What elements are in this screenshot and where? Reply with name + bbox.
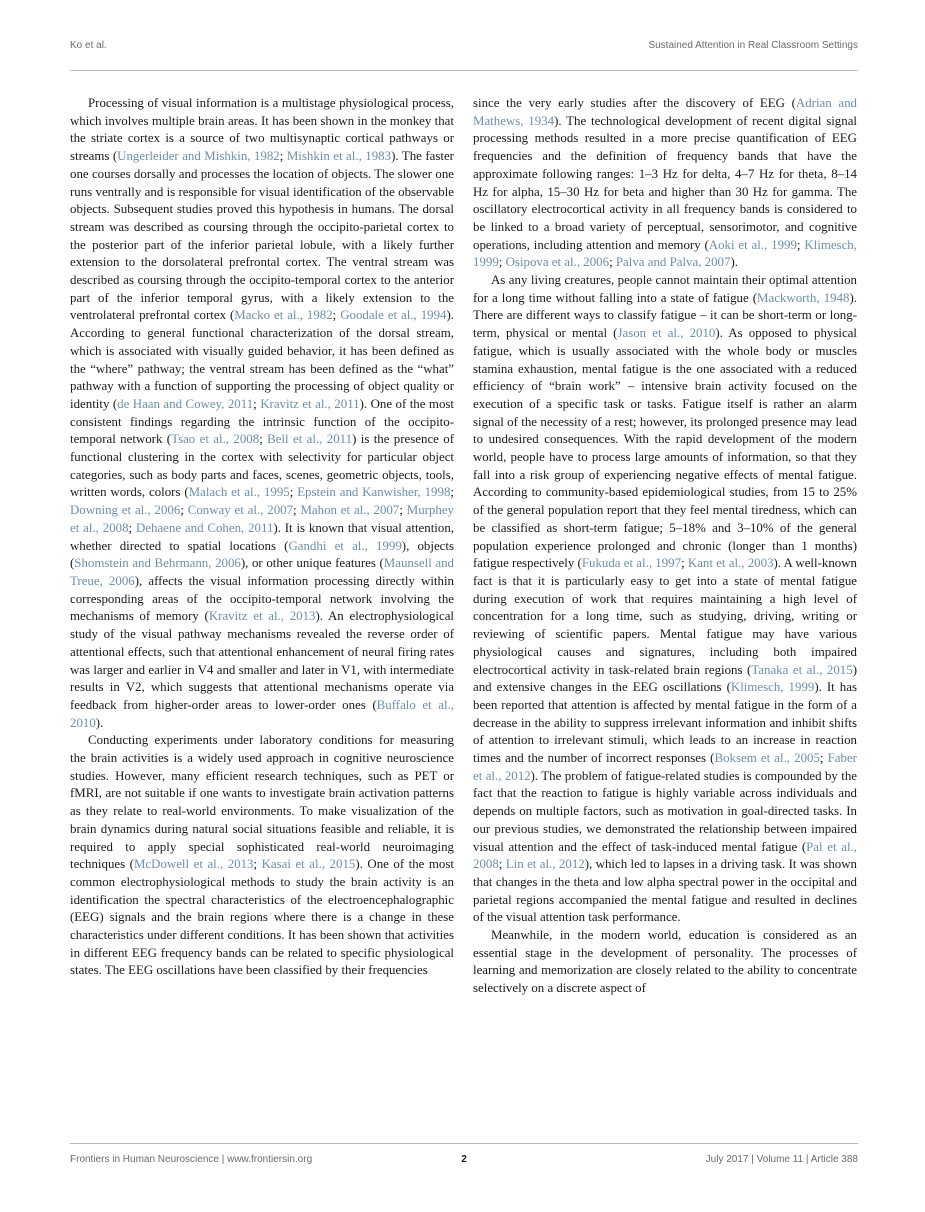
- paragraph-mental-fatigue: [473, 272, 857, 927]
- text-run: ). There are different ways to classify fatigue – it can be short-term or long-term, physical or mental (: [473, 290, 857, 341]
- text-run: As any living creatures, people cannot maintain their optimal attention for a long time without falling into a state of fatigue (: [473, 273, 857, 305]
- text-run: ). One of the most consistent findings regarding the intrinsic function of the occipito-temporal network (: [70, 396, 454, 447]
- citation-link[interactable]: Conway et al., 2007: [187, 503, 294, 518]
- text-run: ;: [293, 503, 301, 518]
- citation-link[interactable]: Tanaka et al., 2015: [751, 662, 853, 677]
- citation-link[interactable]: Goodale et al., 1994: [340, 308, 447, 323]
- citation-link[interactable]: Ungerleider and Mishkin, 1982: [117, 149, 280, 164]
- text-run: ;: [498, 255, 506, 270]
- citation-link[interactable]: Bell et al., 2011: [267, 432, 353, 447]
- citation-link[interactable]: Maunsell and Treue, 2006: [70, 556, 454, 588]
- citation-link[interactable]: Mahon et al., 2007: [300, 503, 400, 518]
- paragraph-eeg-bands: [473, 95, 857, 272]
- text-run: ;: [450, 485, 454, 500]
- citation-link[interactable]: Lin et al., 2012: [505, 857, 585, 872]
- citation-link[interactable]: Jason et al., 2010: [617, 326, 716, 341]
- citation-link[interactable]: Palva and Palva, 2007: [615, 255, 731, 270]
- citation-link[interactable]: Faber et al., 2012: [473, 751, 857, 783]
- citation-link[interactable]: Aoki et al., 1999: [708, 237, 797, 252]
- citation-link[interactable]: Kasai et al., 2015: [261, 857, 356, 872]
- text-run: ), objects (: [70, 538, 454, 571]
- citation-link[interactable]: Mishkin et al., 1983: [286, 149, 392, 164]
- text-run: Conducting experiments under laboratory conditions for measuring the brain activities is a widely used approach in cognitive neuroscience studies. However, many efficient research techniques, such as PET or fMRI, are not suitable if one wants to investigate brain activation patterns as they relate to real-world environments. To make visualization of the brain dynamics during natural social situations feasible and reliable, it is required to apply special sophisticated real-world neuroimaging techniques (: [70, 733, 454, 872]
- citation-link[interactable]: Boksem et al., 2005: [714, 751, 820, 766]
- text-run: ;: [289, 485, 298, 500]
- text-run: ;: [498, 857, 506, 872]
- text-run: ). According to general functional characterization of the dorsal stream, which is associated with visually guided behavior, it has been defined as the “where” pathway; the ventral stream has been defined as the “what” pathway with a function of supporting the processing of object quality or identity (: [70, 308, 454, 411]
- citation-link[interactable]: Dehaene and Cohen, 2011: [135, 520, 274, 535]
- citation-link[interactable]: Buffalo et al., 2010: [70, 697, 454, 730]
- paragraph-education: [473, 927, 857, 998]
- text-run: ). An electrophysiological study of the visual pathway mechanisms revealed the reverse order of attentional effects, such that attentional enhancement of neural firing rates was larger and earlier in V4 and smaller and later in V1, with intermediate results in V2, which suggests that attentional mechanisms operate via feedback from higher-order areas to lower-order ones (: [70, 609, 454, 712]
- text-run: Meanwhile, in the modern world, education is considered as an essential stage in the development of personality. The processes of learning and memorization are closely related to the ability to concentrate selectively on a discrete aspect of: [473, 928, 857, 996]
- text-run: since the very early studies after the discovery of EEG (: [473, 96, 796, 110]
- text-run: ;: [279, 149, 287, 164]
- citation-link[interactable]: McDowell et al., 2013: [133, 857, 254, 872]
- text-run: ). It is known that visual attention, whether directed to spatial locations (: [70, 520, 454, 553]
- citation-link[interactable]: Fukuda et al., 1997: [581, 556, 682, 571]
- text-run: ;: [819, 751, 828, 766]
- citation-link[interactable]: Klimesch, 1999: [730, 680, 815, 695]
- running-header: [70, 40, 858, 56]
- text-run: ). A well-known fact is that it is particularly easy to get into a state of mental fatigue during execution of work that requires maintaining a high level of concentration for a long time, such as studying, driving, writing or reviewing of scientific papers. Mental fatigue may have various physiological causes and signatures, including both impaired electrocortical activity in task-related brain regions (: [473, 556, 857, 677]
- footer-journal[interactable]: Frontiers in Human Neuroscience | www.frontiersin.org: [70, 1154, 313, 1165]
- text-run: ), affects the visual information processing directly within corresponding areas of the occipito-temporal network involving the mechanisms of memory (: [70, 573, 454, 624]
- text-run: ) is the presence of functional clustering in the cortex with selectivity for particular object categories, such as body parts and faces, scenes, geometric objects, tools, written words, colors (: [70, 432, 454, 500]
- text-run: ;: [253, 857, 262, 872]
- citation-link[interactable]: Pal et al., 2008: [473, 839, 857, 872]
- page-footer: [70, 1154, 858, 1170]
- citation-link[interactable]: Shomstein and Behrmann, 2006: [74, 556, 241, 571]
- text-run: ). The technological development of recent digital signal processing methods resulted in a more precise quantification of EEG frequencies and the definition of frequency bands that have the approximate following ranges: 1–3 Hz for delta, 4–7 Hz for theta, 8–14 Hz for alpha, 15–30 Hz for beta and higher than 30 Hz for gamma. The oscillatory electrocortical activity in all frequency bands is considered to be linked to a broad variety of perceptual, sensorimotor, and cognitive operations, including attention and memory (: [473, 113, 857, 252]
- text-run: ;: [128, 520, 136, 535]
- text-run: ;: [609, 255, 616, 270]
- citation-link[interactable]: Macko et al., 1982: [234, 308, 333, 323]
- text-run: ;: [259, 432, 268, 447]
- text-run: ). The problem of fatigue-related studies is compounded by the fact that the reaction to fatigue is highly variable across individuals and depends on multiple factors, such as motivation in goal-directed tasks. In our previous studies, we demonstrated the relationship between impaired visual attention and the effect of task-induced mental fatigue (: [473, 768, 857, 854]
- citation-link[interactable]: Tsao et al., 2008: [171, 432, 260, 447]
- footer-divider: [70, 1143, 858, 1144]
- citation-link[interactable]: Kravitz et al., 2011: [260, 396, 360, 411]
- left-column: [70, 95, 454, 1125]
- text-run: ), which led to lapses in a driving task. It was shown that changes in the theta and low alpha spectral power in the occipital and parietal regions accompanied the mental fatigue and resulted in declines of the visual attention task performance.: [473, 857, 857, 925]
- citation-link[interactable]: Murphey et al., 2008: [70, 503, 454, 535]
- text-run: ). One of the most common electrophysiological methods to study the brain activity is an identification the spectral characteristics of the electroencephalographic (EEG) signals and the brain regions where there is a change in these characteristics under different conditions. It has been shown that activities in different EEG frequency bands can be related to specific physiological states. The EEG oscillations have been classified by their frequencies: [70, 857, 454, 978]
- citation-link[interactable]: Kravitz et al., 2013: [208, 609, 316, 624]
- footer-issue: July 2017 | Volume 11 | Article 388: [705, 1154, 858, 1165]
- citation-link[interactable]: Mackworth, 1948: [757, 290, 850, 305]
- citation-link[interactable]: Osipova et al., 2006: [505, 255, 610, 270]
- text-run: ).: [730, 255, 738, 270]
- text-run: ). As opposed to physical fatigue, which is usually associated with the whole body or muscles stamina exhaustion, mental fatigue is the one associated with a reduced efficiency of “brain work” – intensive brain activity focused on the execution of a specific task or tasks. Fatigue itself is rather an alarm signal of the necessity of a rest; however, its prolonged presence may lead to undesired consequences. With the rapid development of the modern world, people have to process large amounts of information, so that they fall into a risk group of experiencing negative effects of mental fatigue. According to community-based epidemiological studies, from 15 to 25% of the general population report that they feel mental tiredness, which can be classified as short-term fatigue; 5–18% and 3–10% of the general population experience prolonged and chronic (longer than 1 months) fatigue respectively (: [473, 326, 857, 571]
- text-run: ) and extensive changes in the EEG oscillations (: [473, 662, 857, 695]
- page-number: 2: [461, 1154, 467, 1165]
- text-run: Processing of visual information is a multistage physiological process, which involves multiple brain areas. It has been shown in the monkey that the striate cortex is a source of two multisynaptic cortical pathways or streams (: [70, 96, 454, 164]
- paragraph-lab-experiments: [70, 732, 454, 980]
- citation-link[interactable]: Gandhi et al., 1999: [288, 538, 402, 553]
- citation-link[interactable]: de Haan and Cowey, 2011: [117, 396, 254, 411]
- citation-link[interactable]: Epstein and Kanwisher, 1998: [297, 485, 451, 500]
- text-run: ;: [253, 396, 261, 411]
- citation-link[interactable]: Kant et al., 2003: [687, 556, 774, 571]
- citation-link[interactable]: Downing et al., 2006: [70, 503, 181, 518]
- text-run: ).: [95, 715, 104, 730]
- citation-link[interactable]: Malach et al., 1995: [188, 485, 290, 500]
- text-run: ;: [796, 237, 805, 252]
- text-run: ;: [399, 503, 407, 518]
- text-run: ). The faster one courses dorsally and processes the location of objects. The slower one runs ventrally and is responsible for visual identification of the observable objects. Subsequent studies proved this hypothesis in humans. The dorsal stream was described as coursing through the occipito-parietal cortex to the posterior part of the inferior parietal lobule, with a likely further extension to the dorsolateral prefrontal cortex. The ventral stream was described as coursing through the occipito-temporal cortex to the anterior part of the inferior temporal gyrus, with a likely extension to the ventrolateral prefrontal cortex (: [70, 149, 454, 323]
- header-divider: [70, 70, 858, 71]
- text-run: ;: [332, 308, 341, 323]
- citation-link[interactable]: Klimesch, 1999: [473, 237, 857, 270]
- header-authors: Ko et al.: [70, 40, 107, 51]
- right-column: [473, 95, 857, 1125]
- header-running-title: Sustained Attention in Real Classroom Settings: [648, 40, 858, 51]
- citation-link[interactable]: Adrian and Mathews, 1934: [473, 96, 857, 128]
- paragraph-visual-processing: [70, 95, 454, 732]
- text-run: ), or other unique features (: [240, 556, 384, 571]
- text-run: ). It has been reported that attention is affected by mental fatigue in the form of a decrease in the ability to suppress irrelevant information and inhibit shifts of attention to irrelevant stimuli, which leads to an increase in reaction times and the number of incorrect responses (: [473, 680, 857, 766]
- text-run: ;: [681, 556, 688, 571]
- text-run: ;: [180, 503, 188, 518]
